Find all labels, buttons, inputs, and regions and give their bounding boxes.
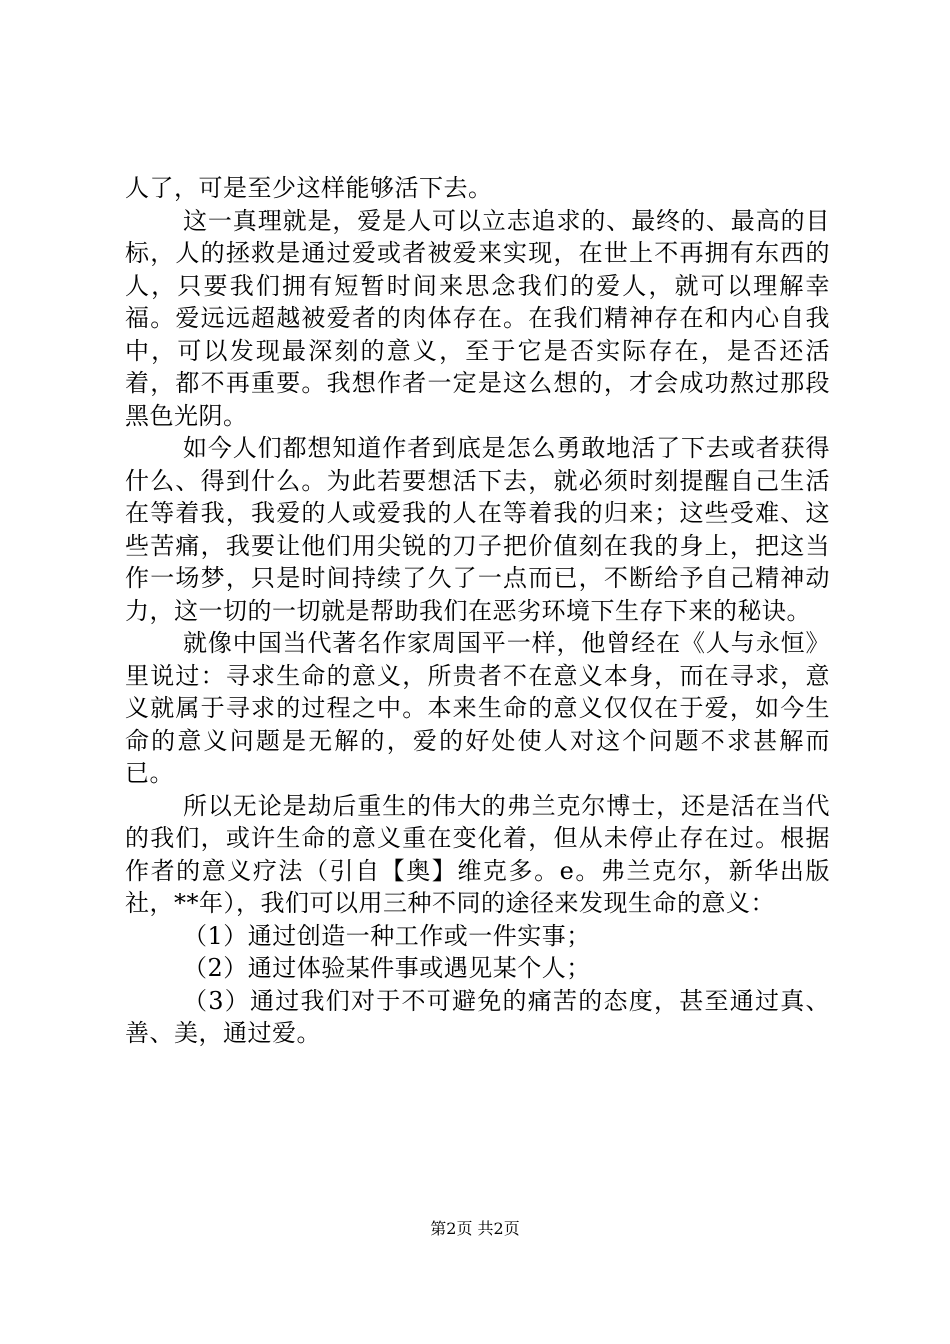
list-item: （3）通过我们对于不可避免的痛苦的态度，甚至通过真、善、美，通过爱。 [125,986,830,1047]
paragraph-continuation: 人了，可是至少这样能够活下去。 [125,174,493,202]
page-footer: 第2页 共2页 [430,1219,520,1238]
list-item: （2）通过体验某件事或遇见某个人； [183,954,591,982]
paragraph: 所以无论是劫后重生的伟大的弗兰克尔博士，还是活在当代的我们，或许生命的意义重在变化着，但从未停止存在过。根据作者的意义疗法（引自【奥】维克多。e。弗兰克尔，新华出版社，**年），我们可以用三种不同的途径来发现生命的意义： [125,791,830,917]
paragraph: 这一真理就是，爱是人可以立志追求的、最终的、最高的目标，人的拯救是通过爱或者被爱来实现，在世上不再拥有东西的人，只要我们拥有短暂时间来思念我们的爱人，就可以理解幸福。爱远远超越被爱者的肉体存在。在我们精神存在和内心自我中，可以发现最深刻的意义，至于它是否实际存在，是否还活着，都不再重要。我想作者一定是这么想的，才会成功熬过那段黑色光阴。 [125,206,830,430]
paragraph: 如今人们都想知道作者到底是怎么勇敢地活了下去或者获得什么、得到什么。为此若要想活下去，就必须时刻提醒自己生活在等着我，我爱的人或爱我的人在等着我的归来；这些受难、这些苦痛，我要让他们用尖锐的刀子把价值刻在我的身上，把这当作一场梦，只是时间持续了久了一点而已，不断给予自己精神动力，这一切的一切就是帮助我们在恶劣环境下生存下来的秘诀。 [125,434,830,625]
list-item: （1）通过创造一种工作或一件实事； [183,921,591,950]
document-body [125,172,830,1050]
paragraph: 就像中国当代著名作家周国平一样，他曾经在《人与永恒》里说过：寻求生命的意义，所贵者不在意义本身，而在寻求，意义就属于寻求的过程之中。本来生命的意义仅仅在于爱，如今生命的意义问题是无解的，爱的好处使人对这个问题不求甚解而已。 [125,629,830,787]
